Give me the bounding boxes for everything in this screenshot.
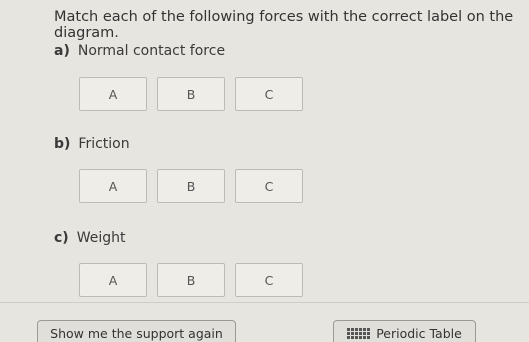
instruction-text: Match each of the following forces with the correct label on the diagram. [54,9,514,41]
option-c-C[interactable]: C [235,263,303,297]
question-a-text: Normal contact force [77,43,226,59]
question-b-text: Friction [78,136,130,152]
question-b-label [54,136,130,152]
question-a-letter: a) [54,43,70,59]
question-c-text: Weight [76,230,126,246]
option-c-B[interactable]: B [157,263,225,297]
question-b-letter: b) [54,136,71,152]
option-a-A[interactable]: A [79,77,147,111]
question-a-label [54,43,225,59]
option-a-B[interactable]: B [157,77,225,111]
option-b-C[interactable]: C [235,169,303,203]
question-b-options [79,169,303,203]
periodic-table-button[interactable] [333,320,476,342]
footer-divider [0,302,529,303]
periodic-table-label: Periodic Table [376,325,462,341]
question-a-options [79,77,303,111]
option-a-C[interactable]: C [235,77,303,111]
option-b-B[interactable]: B [157,169,225,203]
question-c-label [54,230,125,246]
grid-icon [347,328,370,339]
option-c-A[interactable]: A [79,263,147,297]
option-b-A[interactable]: A [79,169,147,203]
question-c-options [79,263,303,297]
show-support-button[interactable]: Show me the support again [37,320,236,342]
question-c-letter: c) [54,230,69,246]
